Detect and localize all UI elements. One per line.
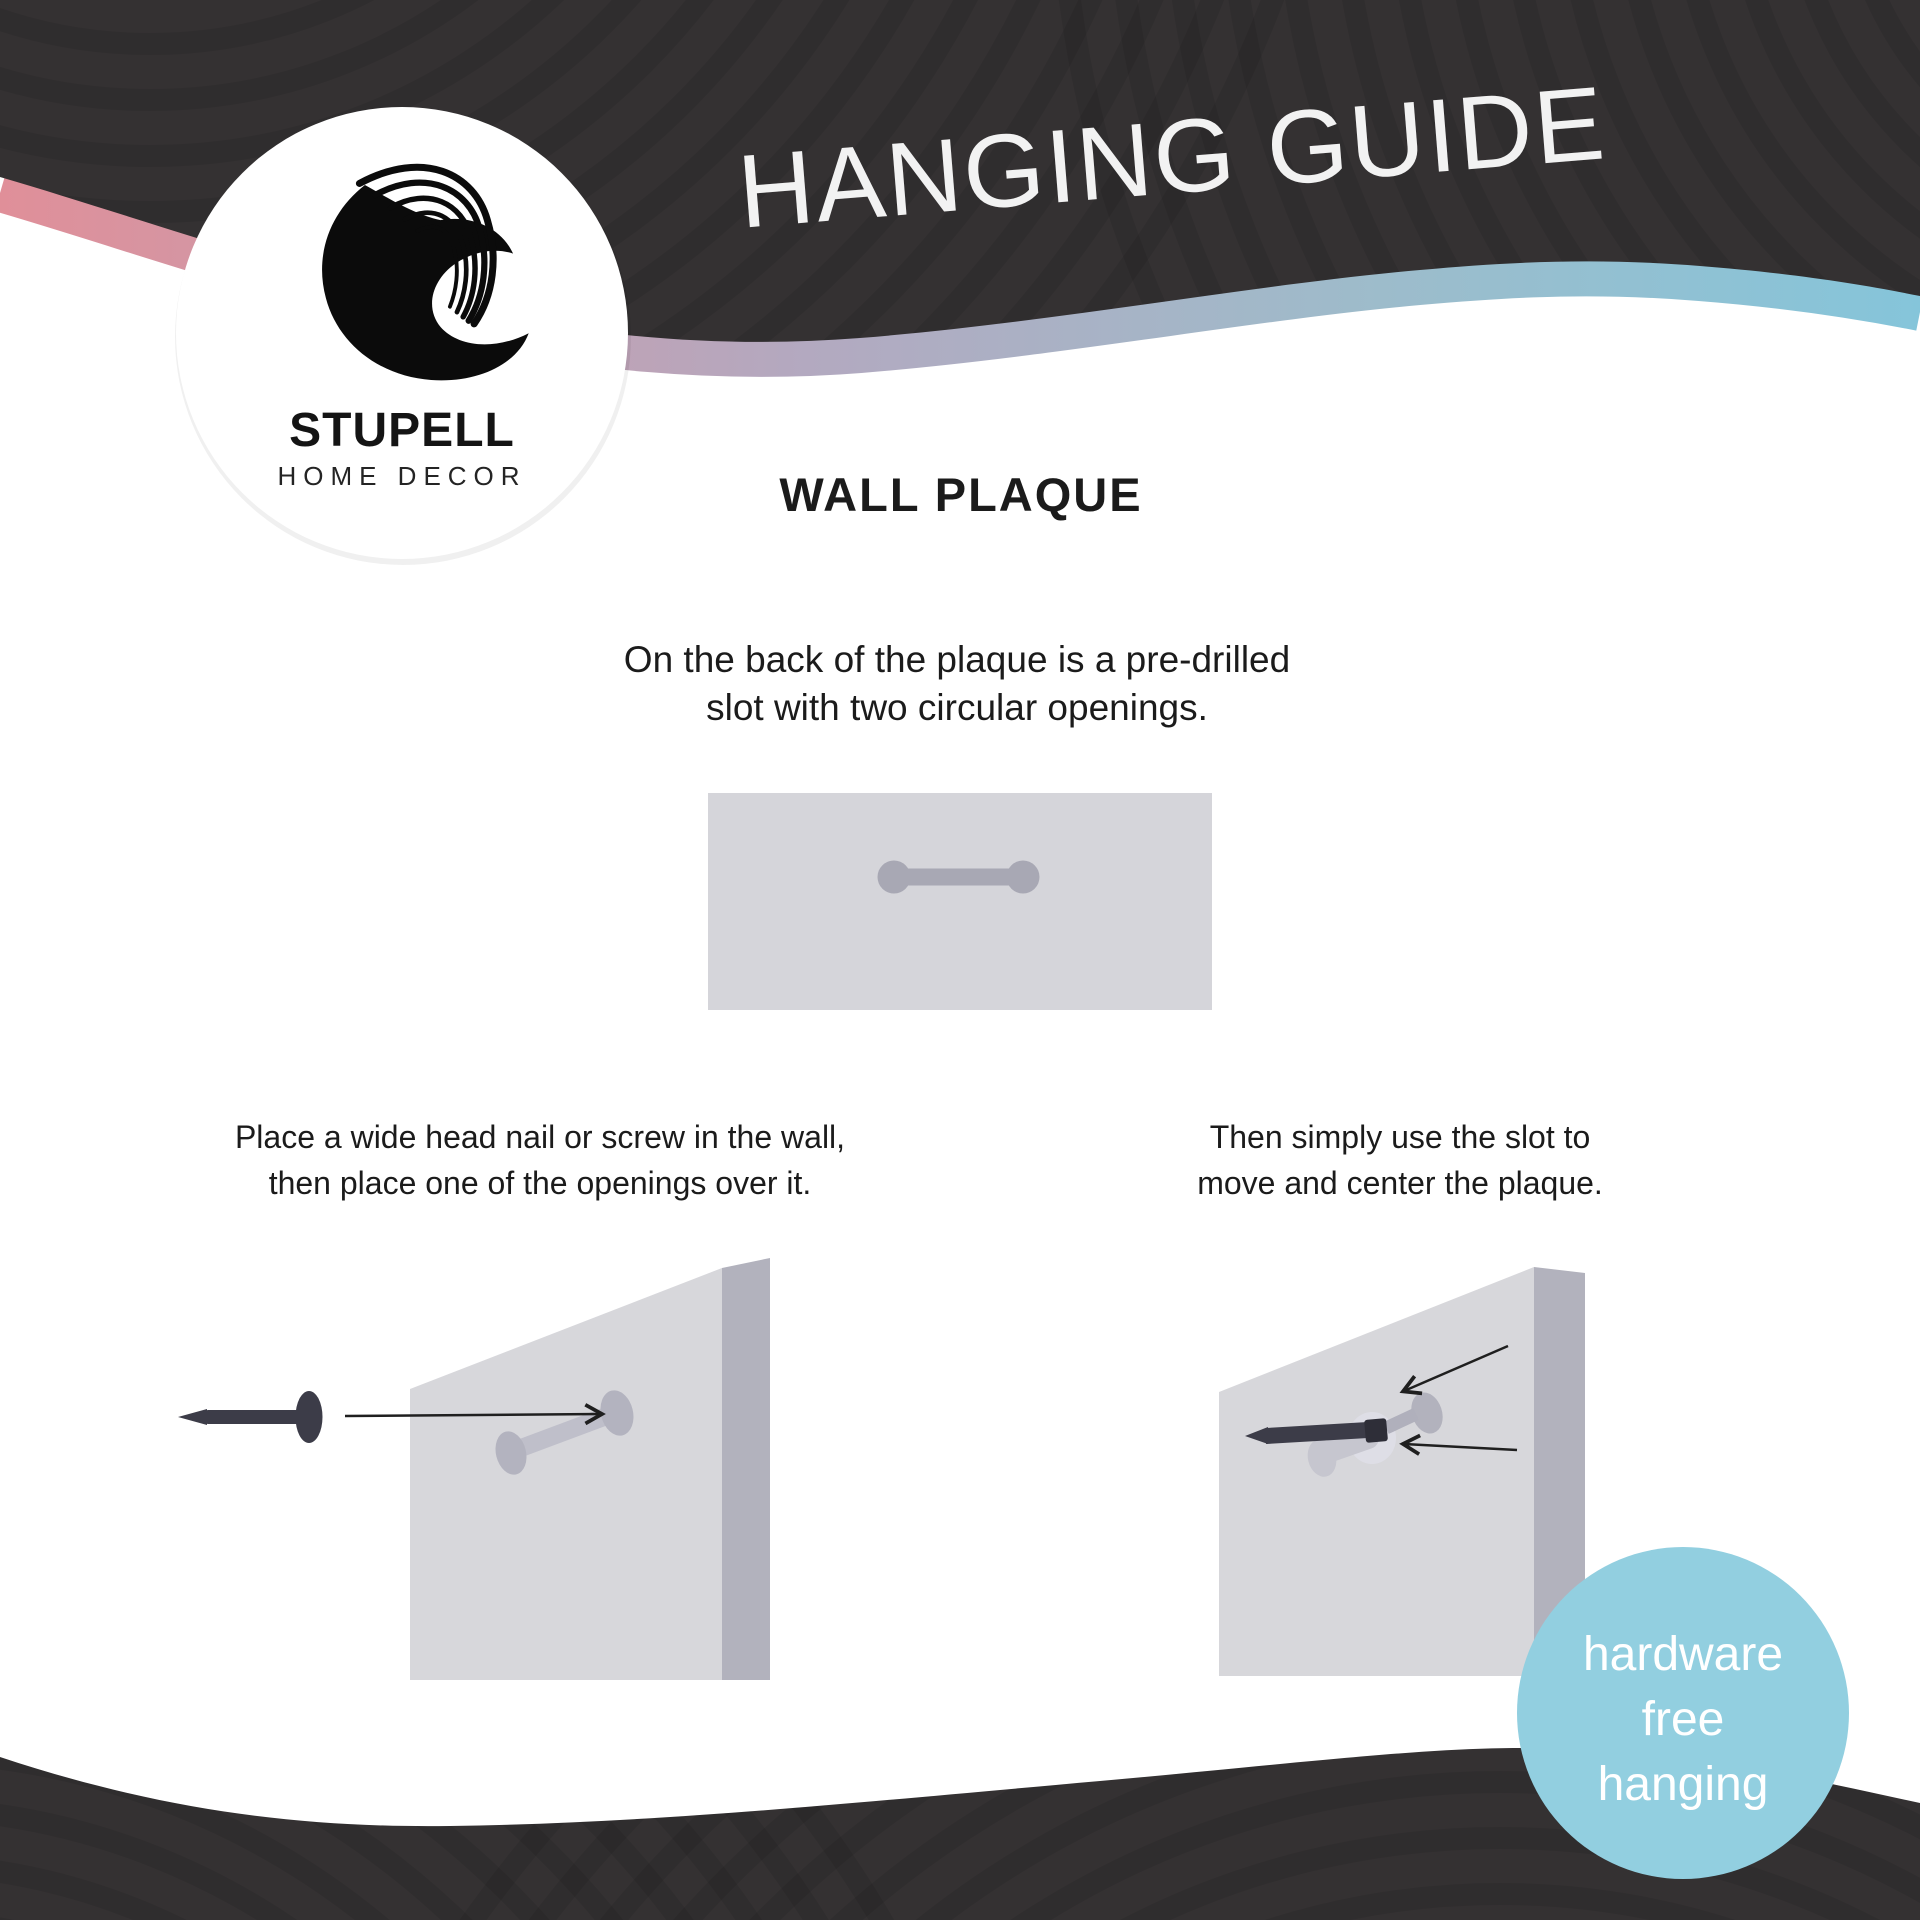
step-2-line-1: Then simply use the slot to	[1209, 1119, 1591, 1155]
plaque-side-edge	[722, 1258, 770, 1680]
brand-tagline: HOME DECOR	[277, 461, 527, 491]
plaque-back-panel	[708, 793, 1212, 1010]
slot-opening-left	[878, 861, 911, 894]
step-1-illustration	[178, 1258, 770, 1680]
plaque-front-face	[410, 1268, 722, 1680]
slot-opening-right	[1007, 861, 1040, 894]
badge-text	[1503, 1622, 1863, 1817]
step-1-line-2: then place one of the openings over it.	[268, 1165, 812, 1201]
badge-line-3: hanging	[1597, 1758, 1769, 1811]
nail-icon	[178, 1391, 323, 1443]
step-2-illustration	[1219, 1267, 1585, 1676]
page-title: HANGING GUIDE	[733, 65, 1611, 251]
brand-name: STUPELL	[289, 404, 515, 457]
plaque-front-face	[1219, 1267, 1534, 1676]
step-1-caption	[140, 1114, 940, 1206]
slot-ghost-bar	[1328, 1438, 1368, 1452]
section-title: WALL PLAQUE	[779, 468, 1143, 521]
slot-diagram	[708, 793, 1212, 1010]
intro-text	[457, 636, 1457, 732]
intro-line-1: On the back of the plaque is a pre-drilled	[623, 639, 1291, 680]
intro-line-2: slot with two circular openings.	[706, 687, 1208, 728]
step-1-line-1: Place a wide head nail or screw in the wall,	[234, 1119, 846, 1155]
step-2-line-2: move and center the plaque.	[1197, 1165, 1603, 1201]
badge-line-1: hardware	[1582, 1628, 1784, 1681]
badge-line-2: free	[1641, 1693, 1725, 1746]
step-2-caption	[1000, 1114, 1800, 1206]
